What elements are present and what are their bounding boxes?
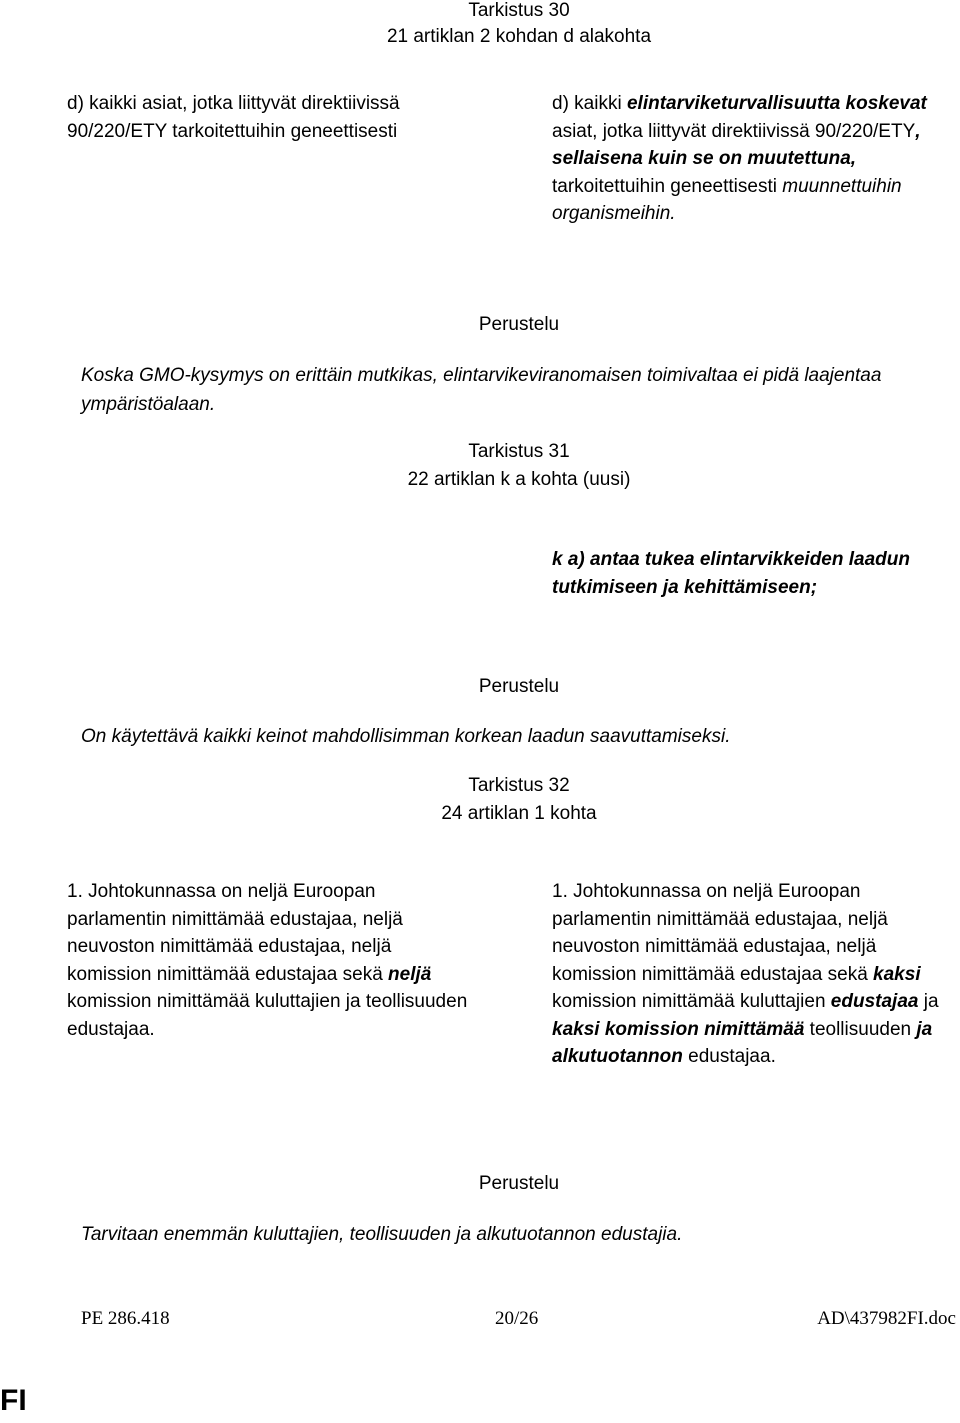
amendment-32-justification	[81, 1220, 911, 1249]
amendment-30-amended	[552, 90, 960, 228]
amendment-31-amended	[552, 546, 960, 601]
amended-bold-italic-text: elintarviketurvallisuutta koskevat	[626, 93, 927, 114]
amendment-31-justification	[81, 722, 911, 751]
amended-text: asiat, jotka liittyvät direktiivissä 90/220/ETY	[552, 120, 916, 142]
justification-italic-text: Tarvitaan enemmän kuluttajien, teollisuuden ja alkutuotannon edustajia.	[81, 1224, 683, 1245]
amendment-32-justification-label: Perustelu	[478, 1173, 560, 1194]
amendment-32-original	[67, 878, 477, 1043]
amendment-30-justification	[81, 361, 911, 419]
amendment-31-justification-label: Perustelu	[478, 676, 560, 697]
amended-bold-italic-text: edustajaa	[830, 991, 919, 1012]
amended-bold-italic-text: , sellaisena kuin se on muutettuna,	[552, 120, 921, 169]
amended-text: tarkoitettuihin geneettisesti	[552, 175, 783, 197]
amended-text: komission nimittämää kuluttajien	[552, 991, 831, 1012]
amended-text: edustajaa.	[682, 1046, 776, 1067]
footer-doc-ref: PE 286.418	[81, 1308, 170, 1329]
amendment-32-amended	[552, 878, 960, 1071]
amended-bold-italic-text: kaksi komission nimittämää	[552, 1018, 805, 1040]
language-code: FI	[0, 1384, 27, 1417]
amended-text: teollisuuden	[804, 1018, 917, 1040]
amended-bold-italic-text: kaksi	[873, 963, 921, 985]
original-text: komission nimittämää kuluttajien ja teollisuuden edustajaa.	[67, 991, 468, 1040]
footer-page-number: 20/26	[495, 1308, 539, 1329]
amended-text: 1. Johtokunnassa on neljä Euroopan parlamentin nimittämää edustajaa, neljä neuvoston nimittämää edustajaa, neljä komission nimittämää edustajaa sekä	[552, 881, 888, 985]
original-bold-italic-text: neljä	[388, 963, 432, 985]
amended-bold-italic-text: ja alkutuotannon	[552, 1018, 933, 1067]
amendment-31-article: 22 artiklan k a kohta (uusi)	[407, 469, 631, 490]
justification-italic-text: Koska GMO-kysymys on erittäin mutkikas, elintarvikeviranomaisen toimivaltaa ei pidä laajentaa ympäristöalaan.	[81, 365, 882, 415]
amendment-31-number: Tarkistus 31	[468, 441, 570, 462]
amendment-30-article: 21 artiklan 2 kohdan d alakohta	[386, 26, 652, 47]
amended-italic-text: muunnettuihin organismeihin.	[552, 175, 902, 224]
original-text: 1. Johtokunnassa on neljä Euroopan parlamentin nimittämää edustajaa, neljä neuvoston nimittämää edustajaa, neljä komission nimittämää edustajaa sekä	[67, 881, 403, 985]
amendment-32-number: Tarkistus 32	[468, 775, 570, 796]
amendment-32-article: 24 artiklan 1 kohta	[441, 803, 597, 824]
amendment-30-justification-label: Perustelu	[478, 314, 560, 335]
amended-text: d) kaikki	[552, 93, 627, 114]
amended-bold-italic-text: k a) antaa tukea elintarvikkeiden laadun tutkimiseen ja kehittämiseen;	[552, 549, 910, 598]
amendment-30-number: Tarkistus 30	[468, 0, 570, 21]
footer-file-name: AD\437982FI.doc	[817, 1308, 956, 1329]
amendment-30-original: d) kaikki asiat, jotka liittyvät direktiivissä 90/220/ETY tarkoitettuihin geneettisesti	[67, 93, 400, 142]
amended-text: ja	[918, 991, 939, 1012]
justification-italic-text: On käytettävä kaikki keinot mahdollisimman korkean laadun saavuttamiseksi.	[81, 726, 731, 747]
